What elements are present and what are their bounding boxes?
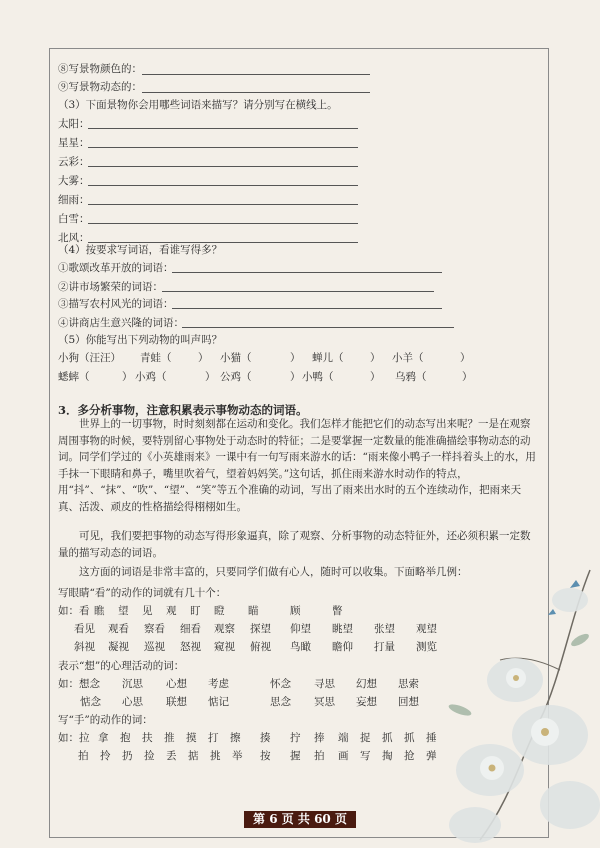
word: 考虑 — [208, 678, 229, 690]
word: 如：拉 — [58, 732, 90, 744]
word: 鸟瞰 — [290, 641, 311, 653]
animal-cell: ） — [370, 371, 381, 383]
word: 抢 — [404, 750, 415, 762]
word: 望 — [118, 605, 129, 617]
word: 思索 — [398, 678, 419, 690]
word: 捶 — [426, 732, 437, 744]
word: 寻思 — [314, 678, 335, 690]
answer-line[interactable] — [88, 128, 358, 129]
word: 探望 — [250, 623, 271, 635]
word: 联想 — [166, 696, 187, 708]
word: 测览 — [416, 641, 437, 653]
animal-cell: ） — [370, 352, 381, 364]
word: 瞄 — [248, 605, 259, 617]
word: 如：想念 — [58, 678, 100, 690]
flower-branch-icon — [420, 560, 600, 848]
word: 抱 — [120, 732, 131, 744]
word: 眺望 — [332, 623, 353, 635]
word: 观察 — [214, 623, 235, 635]
animal-cell: 小鸭（ — [302, 371, 334, 383]
section-paragraph: 可见，我们要把事物的动态写得形象逼真，除了观察、分析事物的动态特征外，还必须积累一定数量的描写动态的词语。 — [58, 530, 531, 559]
word: 冥思 — [314, 696, 335, 708]
word: 幻想 — [356, 678, 377, 690]
animal-cell: ） — [290, 371, 301, 383]
answer-line[interactable] — [88, 166, 358, 167]
animal-cell: 小羊（ — [392, 352, 424, 364]
word: 斜视 — [74, 641, 95, 653]
answer-line[interactable] — [88, 147, 358, 148]
word: 举 — [232, 750, 243, 762]
word: 掏 — [382, 750, 393, 762]
section-title: 3．多分析事物，注意积累表示事物动态的词语。 — [58, 403, 308, 417]
answer-line[interactable] — [172, 308, 442, 309]
answer-line[interactable] — [88, 223, 358, 224]
animal-cell: 小鸡（ — [135, 371, 167, 383]
word: 观看 — [108, 623, 129, 635]
answer-line[interactable] — [88, 185, 358, 186]
animal-cell: ） — [460, 352, 471, 364]
word: 妄想 — [356, 696, 377, 708]
word-group-heading: 写“手”的动作的词： — [58, 714, 153, 726]
word: 丢 — [166, 750, 177, 762]
q3-label: 细雨： — [58, 194, 90, 206]
q3-label: 云彩： — [58, 156, 90, 168]
word: 巡视 — [144, 641, 165, 653]
word: 窥视 — [214, 641, 235, 653]
word: 拎 — [100, 750, 111, 762]
word: 扔 — [122, 750, 133, 762]
section-paragraph: 世界上的一切事物，时时刻刻都在运动和变化。我们怎样才能把它们的动态写出来呢？一是在观察周围事物的时候，要特别留心事物处于动态时的特征；二是要掌握一定数量的能准确描绘事物动态的动词。同学们学过的《小英雄雨来》一课中有一句写雨来游水的话：“雨来像小鸭子一样抖着头上的水，用手抹一下眼睛和鼻子，嘴里吹着气，望着妈妈笑。”这句话，抓住雨来游水时动作的特点，用“抖”、“抹”、“吹”、“望”、“笑”等五个准确的动词，写出了雨来出水时的五个连续动作，把雨来天真、活泼、顽皮的性格描绘得栩栩如生。 — [58, 418, 536, 513]
word: 观 — [166, 605, 177, 617]
q3-label: 北风： — [58, 232, 90, 244]
answer-line[interactable] — [88, 204, 358, 205]
word: 思念 — [270, 696, 291, 708]
q3-label: 太阳： — [58, 118, 90, 130]
q3-title: （3）下面景物你会用哪些词语来描写？请分别写在横线上。 — [58, 99, 338, 111]
word: 怀念 — [270, 678, 291, 690]
word: 打 — [208, 732, 219, 744]
word: 打量 — [374, 641, 395, 653]
word: 惦念 — [80, 696, 101, 708]
word: 瞥 — [332, 605, 343, 617]
q4-label: ④讲商店生意兴隆的词语： — [58, 317, 184, 329]
animal-cell: ） — [198, 352, 209, 364]
word: 抓 — [404, 732, 415, 744]
word: 沉思 — [122, 678, 143, 690]
page-number-badge: 第 6 页 共 60 页 — [244, 811, 356, 828]
word: 握 — [290, 750, 301, 762]
animal-cell: ） — [205, 371, 216, 383]
word: 细看 — [180, 623, 201, 635]
word: 捉 — [360, 732, 371, 744]
animal-cell: 蝉儿（ — [312, 352, 344, 364]
q4-label: ③描写农村风光的词语： — [58, 298, 174, 310]
word: 拍 — [314, 750, 325, 762]
word: 凝视 — [108, 641, 129, 653]
animal-cell: ） — [122, 371, 133, 383]
word: 挑 — [210, 750, 221, 762]
word: 写 — [360, 750, 371, 762]
q3-label: 星星： — [58, 137, 90, 149]
prompt-label: ⑧写景物颜色的： — [58, 63, 142, 75]
q3-label: 大雾： — [58, 175, 90, 187]
word: 瞧 — [94, 605, 105, 617]
word: 拿 — [98, 732, 109, 744]
q5-title: （5）你能写出下列动物的叫声吗？ — [58, 334, 223, 346]
word: 俯视 — [250, 641, 271, 653]
word: 察看 — [144, 623, 165, 635]
word: 看见 — [74, 623, 95, 635]
word: 瞻仰 — [332, 641, 353, 653]
word-group-heading: 表示“想”的心理活动的词： — [58, 660, 185, 672]
animal-cell: 青蛙（ — [140, 352, 172, 364]
answer-line[interactable] — [182, 327, 454, 328]
word: 如：看 — [58, 605, 90, 617]
word: 摸 — [186, 732, 197, 744]
answer-line[interactable] — [142, 92, 370, 93]
animal-cell: 小猫（ — [220, 352, 252, 364]
word: 扶 — [142, 732, 153, 744]
animal-cell: 公鸡（ — [220, 371, 252, 383]
section-paragraph: 这方面的词语是非常丰富的，只要同学们做有心人，随时可以收集。下面略举几例： — [79, 566, 468, 578]
animal-cell: 小狗（汪汪） — [58, 352, 121, 364]
word: 回想 — [398, 696, 419, 708]
word: 画 — [338, 750, 349, 762]
word: 瞪 — [214, 605, 225, 617]
q4-title: （4）按要求写词语，看谁写得多？ — [58, 244, 223, 256]
word: 顾 — [290, 605, 301, 617]
word: 端 — [338, 732, 349, 744]
word: 捧 — [314, 732, 325, 744]
animal-cell: ） — [290, 352, 301, 364]
word: 推 — [164, 732, 175, 744]
word: 弹 — [426, 750, 437, 762]
word: 见 — [142, 605, 153, 617]
prompt-label: ⑨写景物动态的： — [58, 81, 142, 93]
word: 张望 — [374, 623, 395, 635]
word: 揍 — [260, 732, 271, 744]
word: 仰望 — [290, 623, 311, 635]
word: 怒视 — [180, 641, 201, 653]
animal-cell: ） — [462, 371, 473, 383]
word-group-heading: 写眼睛“看”的动作的词就有几十个： — [58, 587, 227, 599]
word: 抓 — [382, 732, 393, 744]
word: 心想 — [166, 678, 187, 690]
word: 拧 — [290, 732, 301, 744]
answer-line[interactable] — [142, 74, 370, 75]
answer-line[interactable] — [162, 291, 434, 292]
word: 擦 — [230, 732, 241, 744]
word: 拍 — [78, 750, 89, 762]
q4-label: ②讲市场繁荣的词语： — [58, 281, 163, 293]
word: 捡 — [144, 750, 155, 762]
word: 掂 — [188, 750, 199, 762]
word: 盯 — [190, 605, 201, 617]
word: 心思 — [122, 696, 143, 708]
q3-label: 白雪： — [58, 213, 90, 225]
animal-cell: 蟋蟀（ — [58, 371, 90, 383]
word: 观望 — [416, 623, 437, 635]
q4-label: ①歌颂改革开放的词语： — [58, 262, 174, 274]
answer-line[interactable] — [172, 272, 442, 273]
word: 惦记 — [208, 696, 229, 708]
word: 按 — [260, 750, 271, 762]
animal-cell: 乌鸦（ — [395, 371, 427, 383]
